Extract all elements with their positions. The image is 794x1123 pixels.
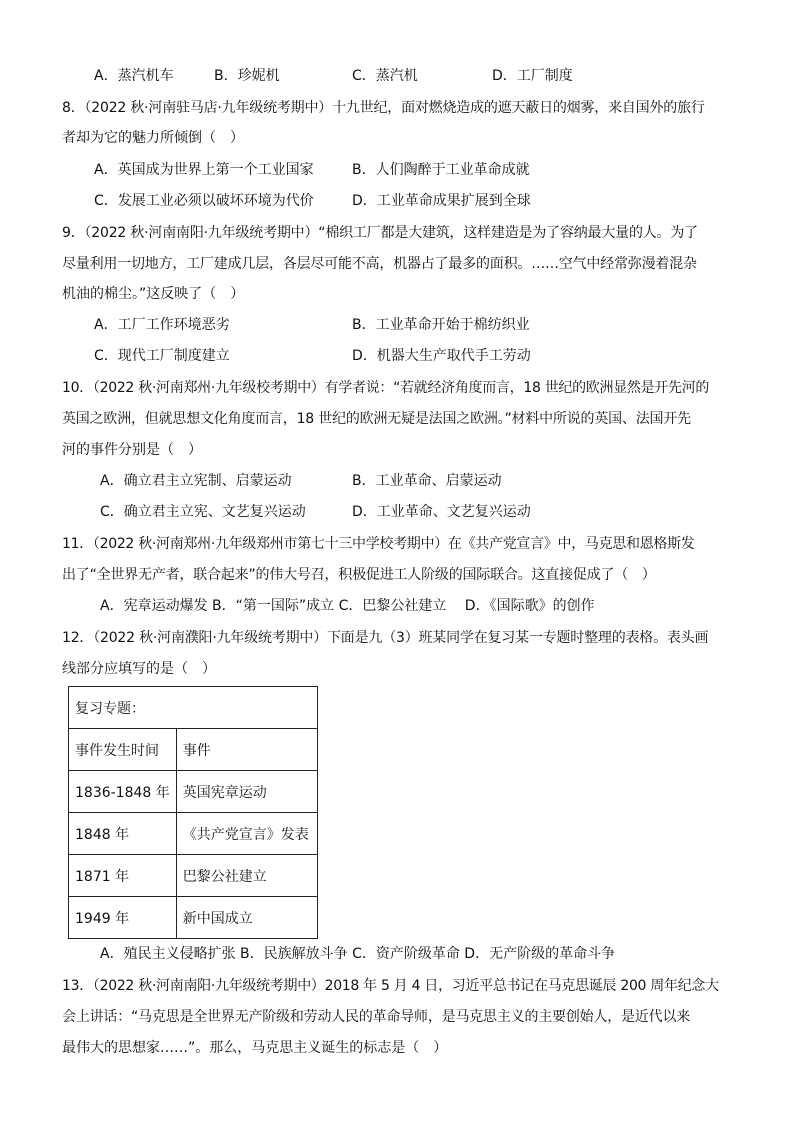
table-title-row: [69, 687, 318, 729]
q13-stem-line-3: 最伟大的思想家……”。那么，马克思主义诞生的标志是（ ）: [62, 1040, 448, 1056]
cell-time: 1949 年: [69, 897, 177, 939]
table-header-row: [69, 729, 318, 771]
q9-option-a: A．工厂工作环境恶劣: [94, 317, 230, 333]
table-title: 复习专题：: [69, 687, 318, 729]
q9-option-b: B．工业革命开始于棉纺织业: [352, 317, 530, 333]
q9-option-c: C．现代工厂制度建立: [94, 348, 230, 364]
q10-option-c: C．确立君主立宪、文艺复兴运动: [100, 504, 306, 520]
header-time: 事件发生时间: [69, 729, 177, 771]
q10-option-d: D．工业革命、文艺复兴运动: [352, 504, 531, 520]
q7-option-c: C．蒸汽机: [352, 68, 418, 84]
q9-stem-line-3: 机油的棉尘。”这反映了（ ）: [62, 286, 245, 302]
cell-event: 新中国成立: [176, 897, 317, 939]
q11-stem-line-1: 11．（2022 秋·河南郑州·九年级郑州市第七十三中学校考期中）在《共产党宣言》中，马克思和恩格斯发: [62, 536, 695, 552]
cell-event: 《共产党宣言》发表: [176, 813, 317, 855]
q12-stem-line-1: 12．（2022 秋·河南濮阳·九年级统考期中）下面是九（3）班某同学在复习某一专题时整理的表格。表头画: [62, 630, 709, 646]
q9-option-d: D．机器大生产取代手工劳动: [352, 348, 531, 364]
review-table: [68, 686, 318, 939]
q8-option-d: D．工业革命成果扩展到全球: [352, 193, 531, 209]
header-event: 事件: [176, 729, 317, 771]
q10-stem-line-3: 河的事件分别是（ ）: [62, 442, 202, 458]
q8-stem-line-1: 8．（2022 秋·河南驻马店·九年级统考期中）十九世纪，面对燃烧造成的遮天蔽日的烟雾，来自国外的旅行: [62, 100, 705, 116]
q11-options: A．宪章运动爆发 B．“第一国际”成立 C．巴黎公社建立 D．《国际歌》的创作: [100, 598, 595, 614]
q12-options: A．殖民主义侵略扩张 B．民族解放斗争 C．资产阶级革命 D．无产阶级的革命斗争: [100, 946, 616, 962]
cell-event: 巴黎公社建立: [176, 855, 317, 897]
q8-option-a: A．英国成为世界上第一个工业国家: [94, 162, 314, 178]
q9-stem-line-1: 9．（2022 秋·河南南阳·九年级统考期中）“棉织工厂都是大建筑，这样建造是为了容纳最大量的人。为了: [62, 225, 698, 241]
cell-time: 1836-1848 年: [69, 771, 177, 813]
q10-stem-line-2: 英国之欧洲，但就思想文化角度而言，18 世纪的欧洲无疑是法国之欧洲。”材料中所说的英国、法国开先: [62, 411, 691, 427]
table-row: [69, 771, 318, 813]
q8-option-c: C．发展工业必须以破坏环境为代价: [94, 193, 314, 209]
q7-option-d: D．工厂制度: [492, 68, 573, 84]
q10-option-b: B．工业革命、启蒙运动: [352, 473, 502, 489]
q13-stem-line-1: 13．（2022 秋·河南南阳·九年级统考期中）2018 年 5 月 4 日，习近平总书记在马克思诞辰 200 周年纪念大: [62, 978, 719, 994]
cell-event: 英国宪章运动: [176, 771, 317, 813]
q10-option-a: A．确立君主立宪制、启蒙运动: [100, 473, 292, 489]
q11-stem-line-2: 出了“全世界无产者，联合起来”的伟大号召，积极促进工人阶级的国际联合。这直接促成了（ ）: [62, 567, 656, 583]
table-row: [69, 855, 318, 897]
q8-option-b: B．人们陶醉于工业革命成就: [352, 162, 530, 178]
q7-option-b: B．珍妮机: [214, 68, 280, 84]
q10-stem-line-1: 10．（2022 秋·河南郑州·九年级校考期中）有学者说：“若就经济角度而言，18 世纪的欧洲显然是开先河的: [62, 380, 710, 396]
q8-stem-line-2: 者却为它的魅力所倾倒（ ）: [62, 130, 244, 146]
cell-time: 1848 年: [69, 813, 177, 855]
q9-stem-line-2: 尽量利用一切地方，工厂建成几层，各层尽可能不高，机器占了最多的面积。……空气中经常弥漫着混杂: [62, 256, 697, 272]
q12-stem-line-2: 线部分应填写的是（ ）: [62, 661, 216, 677]
q7-option-a: A．蒸汽机车: [94, 68, 174, 84]
cell-time: 1871 年: [69, 855, 177, 897]
q13-stem-line-2: 会上讲话：“马克思是全世界无产阶级和劳动人民的革命导师，是马克思主义的主要创始人，是近代以来: [62, 1009, 691, 1025]
table-row: [69, 897, 318, 939]
table-row: [69, 813, 318, 855]
